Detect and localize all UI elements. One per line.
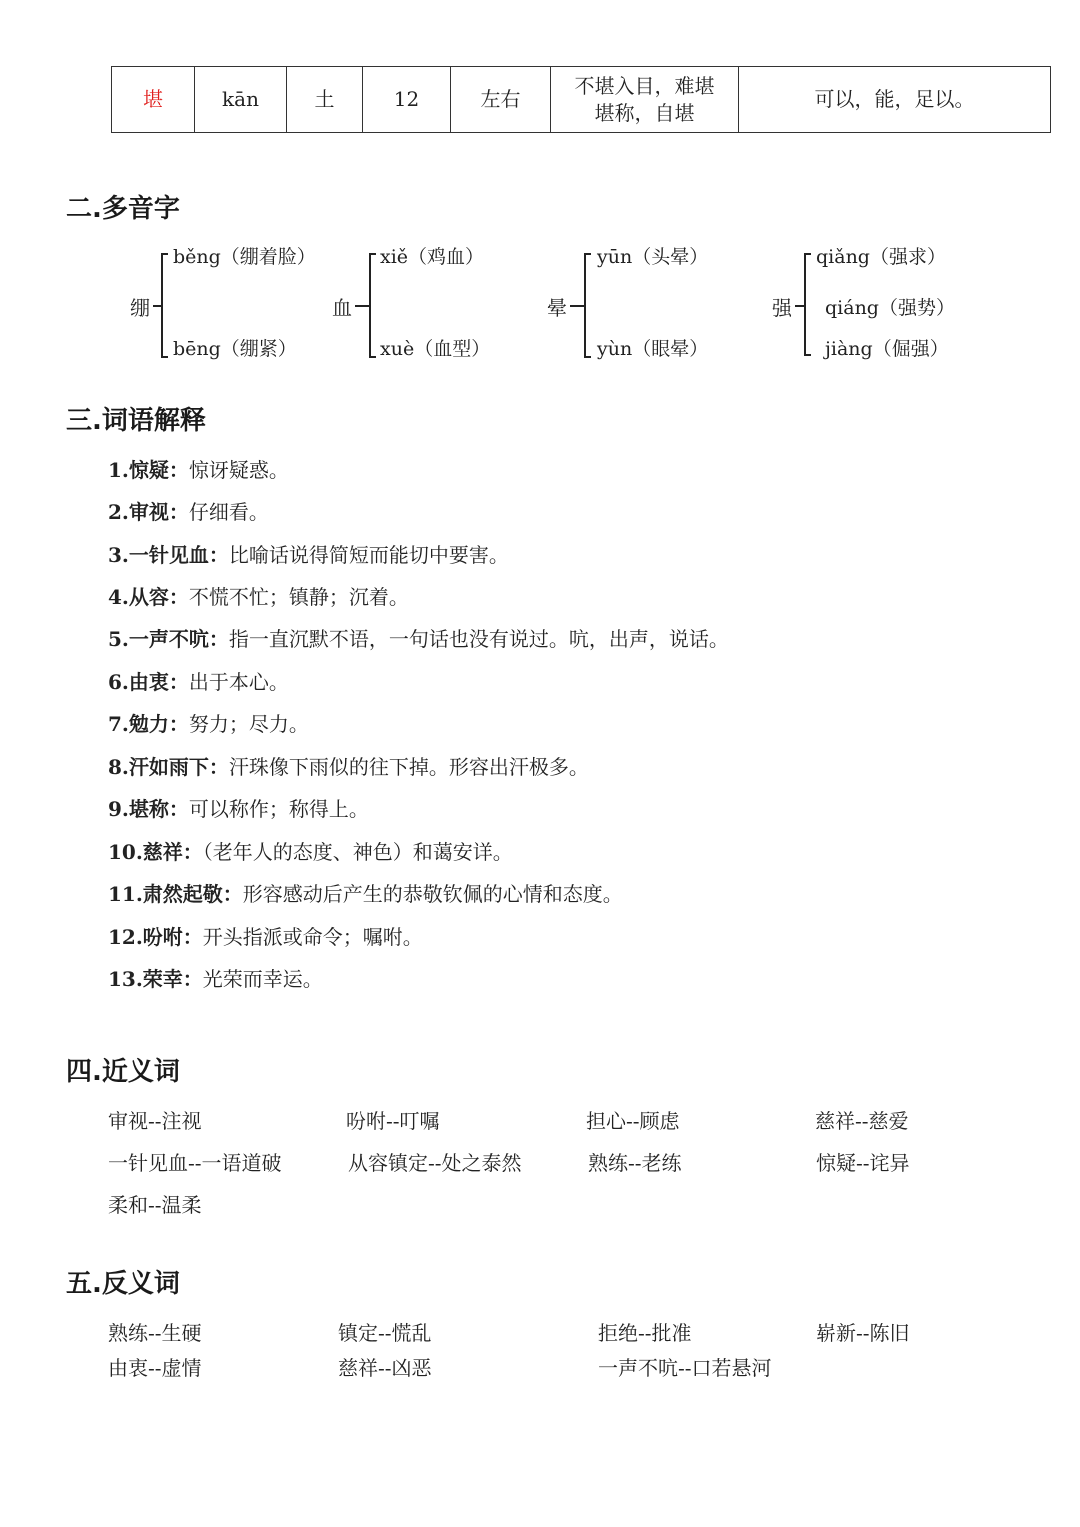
synonym-pair: 熟练--老练 <box>588 1151 682 1175</box>
def-text: 开头指派或命令；嘱咐。 <box>202 925 423 949</box>
def-text: 惊讶疑惑。 <box>188 458 289 482</box>
brace-icon <box>161 253 163 358</box>
def-term: 11.肃然起敬： <box>108 882 243 906</box>
list-item <box>108 921 423 950</box>
brace-icon <box>584 253 586 358</box>
table-cell-meaning: 可以，能，足以。 <box>739 67 1051 133</box>
brace-icon <box>804 354 811 356</box>
character-table <box>111 66 1051 133</box>
def-text: 光荣而幸运。 <box>202 967 323 991</box>
antonym-pair: 崭新--陈旧 <box>816 1321 910 1345</box>
def-term: 2.审视： <box>108 500 189 524</box>
synonym-pair: 慈祥--慈爱 <box>815 1109 909 1133</box>
brace-icon <box>161 356 168 358</box>
brace-icon <box>369 356 376 358</box>
poly-reading: bēng（绷紧） <box>173 338 297 360</box>
poly-char-xue: 血 <box>332 296 352 320</box>
def-term: 13.荣幸： <box>108 967 203 991</box>
poly-reading: yùn（眼晕） <box>597 338 709 360</box>
section-title-synonyms: 四.近义词 <box>66 1057 180 1087</box>
def-text: 指一直沉默不语，一句话也没有说过。吭，出声，说话。 <box>228 627 729 651</box>
table-row <box>112 67 1051 133</box>
table-cell-char: 堪 <box>112 67 195 133</box>
list-item <box>108 963 323 992</box>
def-text: 出于本心。 <box>188 670 289 694</box>
brace-icon <box>369 253 371 358</box>
list-item <box>108 496 269 525</box>
brace-icon <box>355 305 370 307</box>
table-cell-structure: 左右 <box>451 67 551 133</box>
antonym-pair: 拒绝--批准 <box>598 1321 692 1345</box>
def-term: 4.从容： <box>108 585 189 609</box>
synonym-pair: 吩咐--叮嘱 <box>346 1109 440 1133</box>
section-title-definitions: 三.词语解释 <box>66 406 206 436</box>
table-cell-words: 不堪入目，难堪 堪称，自堪 <box>551 67 739 133</box>
brace-icon <box>584 253 591 255</box>
synonym-pair: 柔和--温柔 <box>108 1193 202 1217</box>
brace-icon <box>804 253 811 255</box>
list-item <box>108 836 513 865</box>
list-item <box>108 708 309 737</box>
poly-char-beng: 绷 <box>130 296 150 320</box>
synonym-pair: 担心--顾虑 <box>586 1109 680 1133</box>
def-term: 7.勉力： <box>108 712 189 736</box>
poly-reading: qiǎng（强求） <box>816 246 946 268</box>
synonym-pair: 惊疑--诧异 <box>816 1151 910 1175</box>
def-term: 8.汗如雨下： <box>108 755 229 779</box>
poly-reading: yūn（头晕） <box>597 246 709 268</box>
poly-reading: jiàng（倔强） <box>825 338 949 360</box>
poly-char-qiang: 强 <box>772 296 792 320</box>
table-cell-pinyin: kān <box>195 67 287 133</box>
brace-icon <box>369 253 376 255</box>
def-term: 10.慈祥： <box>108 840 203 864</box>
poly-reading: xuè（血型） <box>380 338 491 360</box>
poly-reading: běng（绷着脸） <box>173 246 316 268</box>
brace-icon <box>804 253 806 356</box>
antonym-pair: 熟练--生硬 <box>108 1321 202 1345</box>
list-item <box>108 878 623 907</box>
brace-icon <box>584 356 591 358</box>
def-term: 12.吩咐： <box>108 925 203 949</box>
def-text: 比喻话说得简短而能切中要害。 <box>228 543 509 567</box>
list-item <box>108 539 509 568</box>
def-term: 5.一声不吭： <box>108 627 229 651</box>
antonym-pair: 慈祥--凶恶 <box>338 1356 432 1380</box>
antonym-pair: 一声不吭--口若悬河 <box>598 1356 772 1380</box>
def-text: 汗珠像下雨似的往下掉。形容出汗极多。 <box>228 755 589 779</box>
poly-reading: qiáng（强势） <box>825 297 955 319</box>
list-item <box>108 793 369 822</box>
table-cell-strokes: 12 <box>363 67 451 133</box>
list-item <box>108 581 409 610</box>
def-text: 努力；尽力。 <box>188 712 309 736</box>
antonym-pair: 由衷--虚情 <box>108 1356 202 1380</box>
list-item <box>108 666 289 695</box>
def-text: 可以称作；称得上。 <box>188 797 369 821</box>
section-title-polyphonic: 二.多音字 <box>66 194 180 224</box>
poly-char-yun: 晕 <box>547 296 567 320</box>
def-text: （老年人的态度、神色）和蔼安详。 <box>202 840 513 864</box>
synonym-pair: 审视--注视 <box>108 1109 202 1133</box>
def-term: 3.一针见血： <box>108 543 229 567</box>
list-item <box>108 623 729 652</box>
brace-icon <box>570 305 585 307</box>
poly-reading: xiě（鸡血） <box>380 246 485 268</box>
def-term: 1.惊疑： <box>108 458 189 482</box>
def-text: 不慌不忙；镇静；沉着。 <box>188 585 409 609</box>
antonym-pair: 镇定--慌乱 <box>338 1321 432 1345</box>
list-item <box>108 751 589 780</box>
def-term: 6.由衷： <box>108 670 189 694</box>
def-term: 9.堪称： <box>108 797 189 821</box>
synonym-pair: 一针见血--一语道破 <box>108 1151 282 1175</box>
def-text: 仔细看。 <box>188 500 269 524</box>
section-title-antonyms: 五.反义词 <box>66 1269 180 1299</box>
synonym-pair: 从容镇定--处之泰然 <box>348 1151 522 1175</box>
brace-icon <box>161 253 168 255</box>
list-item <box>108 454 289 483</box>
def-text: 形容感动后产生的恭敬钦佩的心情和态度。 <box>242 882 623 906</box>
table-cell-radical: 土 <box>287 67 363 133</box>
